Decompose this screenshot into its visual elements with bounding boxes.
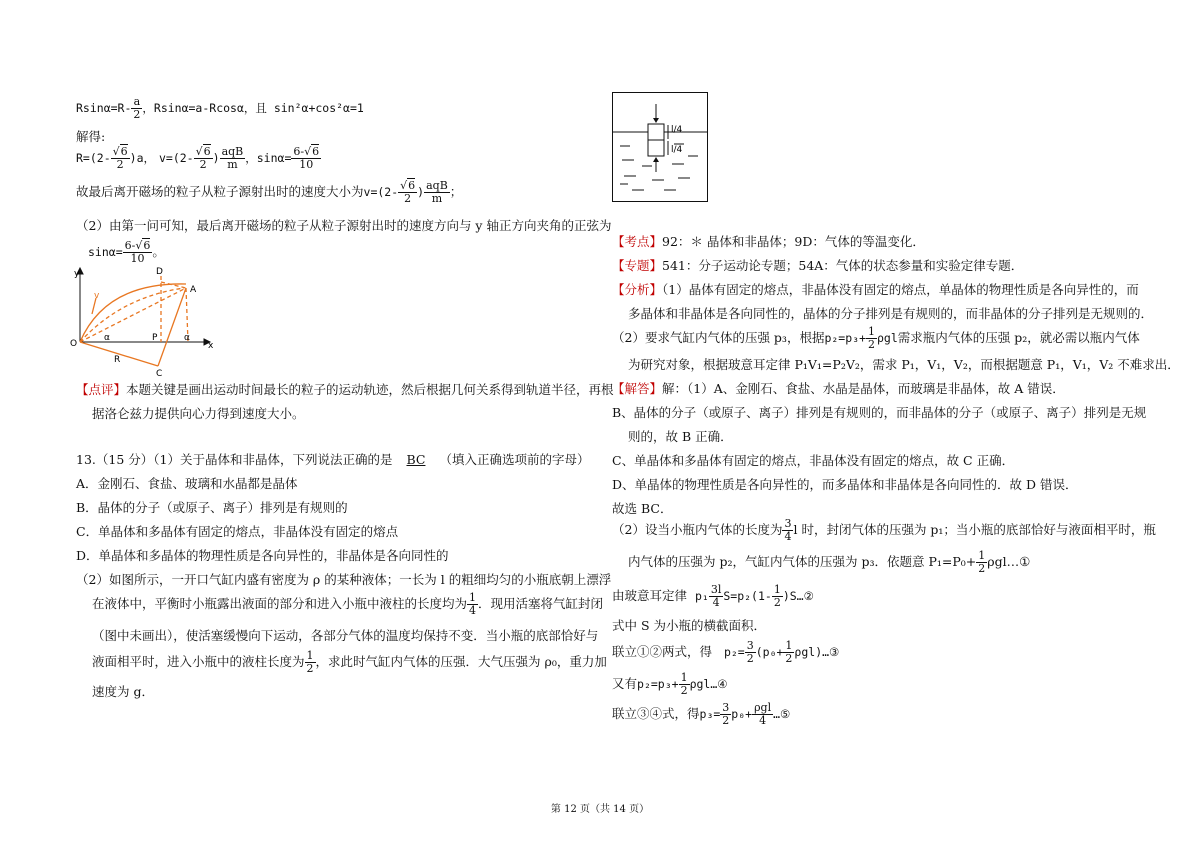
fraction: $\frac{a}{2}$	[133, 95, 141, 122]
label-a: A	[190, 285, 197, 295]
solution2-line-6: 又有p₂=p₃+ $\frac{1}{2}$ ρgl…④	[612, 671, 728, 698]
jieda-b-line-1: B、晶体的分子（或原子、离子）排列是有规则的，而非晶体的分子（或原子、离子）排列是无规	[612, 405, 1147, 420]
label-l4-top: l/4	[671, 125, 683, 135]
fenxi-line-3: （2）要求气缸内气体的压强 p₃，根据p₂=p₃+ $\frac{1}{2}$ ρgl需求瓶内气体的压强 p₂，就必需以瓶内气体	[612, 325, 1140, 352]
label-d: D	[156, 267, 163, 277]
trajectory-figure	[66, 262, 216, 378]
jieda-selection: 故选 BC．	[612, 501, 673, 516]
comment-line-2: 据洛仑兹力提供向心力得到速度大小。	[92, 406, 305, 421]
label-alpha-2: α	[184, 333, 190, 343]
jieda-c-line: C、单晶体和多晶体有固定的熔点，非晶体没有固定的熔点，故 C 正确．	[612, 453, 1015, 468]
question-13: 13.（15 分）（1）关于晶体和非晶体，下列说法正确的是 BC （填入正确选项前的字母）	[76, 452, 590, 467]
arrow-head-top	[653, 118, 659, 123]
label-p: P	[152, 333, 158, 343]
page-footer: 第 12 页（共 14 页）	[550, 804, 650, 815]
label-alpha-1: α	[104, 333, 110, 343]
final-speed-line: 故最后离开磁场的粒子从粒子源射出时的速度大小为v=(2- $\frac{√6}{2}$ ) $\frac{\text{aqB}}{m}$ ；	[76, 179, 463, 206]
option-a: A．金刚石、食盐、玻璃和水晶都是晶体	[76, 476, 298, 491]
label-y: y	[74, 269, 80, 279]
label-o: O	[70, 339, 78, 349]
kaodian-line: 【考点】92：＊ 晶体和非晶体；9D：气体的等温变化．	[612, 234, 925, 249]
jieda-d-line: D、单晶体的物理性质是各向异性的，而多晶体和非晶体是各向同性的．故 D 错误．	[612, 477, 1078, 492]
question-part2-line-5: 速度为 g．	[92, 684, 154, 699]
part2-text: （2）由第一问可知，最后离开磁场的粒子从粒子源射出时的速度方向与 y 轴正方向夹角的正弦为	[76, 218, 612, 233]
question-part2-line-2: 在液体中，平衡时小瓶露出液面的部分和进入小瓶中液柱的长度均为 $\frac{1}{4}$ ．现用活塞将气缸封闭	[92, 591, 604, 618]
question-part2-line-4: 液面相平时，进入小瓶中的液柱长度为 $\frac{1}{2}$ ，求此时气缸内气体的压强．大气压强为 ρ₀，重力加	[92, 649, 607, 676]
option-d: D．单晶体和多晶体的物理性质是各向异性的，非晶体是各向同性的	[76, 548, 449, 563]
option-c: C．单晶体和多晶体有固定的熔点，非晶体没有固定的熔点	[76, 524, 399, 539]
label-x: x	[208, 341, 214, 351]
zhuanti-line: 【专题】541：分子运动论专题；54A：气体的状态参量和实验定律专题．	[612, 258, 1024, 273]
fenxi-line-4: 为研究对象，根据玻意耳定律 P₁V₁=P₂V₂，需求 P₁，V₁，V₂，而根据题意 P₁，V₁，V₂ 不难求出．	[628, 357, 1180, 372]
solution2-line-2: 内气体的压强为 p₂，气缸内气体的压强为 p₃．依题意 P₁=P₀+ $\frac{1}{2}$ ρgl…①	[628, 549, 1031, 576]
sin-equation: sinα= $\frac{6-√6}{10}$ 。	[88, 239, 165, 266]
arrow-head-bottom	[653, 157, 659, 162]
cylinder-figure	[612, 92, 708, 202]
solution2-line-5: 联立①②两式，得 p₂= $\frac{3}{2}$ (p₀+ $\frac{1}{2}$ ρgl)…③	[612, 639, 840, 666]
label-v: v	[94, 291, 100, 301]
question-part2-line-1: （2）如图所示，一开口气缸内盛有密度为 ρ 的某种液体；一长为 l 的粗细均匀的小瓶底朝上漂浮	[76, 572, 612, 587]
jieda-b-line-2: 则的，故 B 正确．	[628, 429, 733, 444]
label-l4-bottom: l/4	[671, 145, 683, 155]
answer-blank: BC	[406, 452, 426, 467]
label-r: R	[114, 355, 121, 365]
option-b: B．晶体的分子（或原子、离子）排列是有规则的	[76, 500, 348, 515]
solution2-line-3: 由玻意耳定律 p₁ $\frac{3l}{4}$ S=p₂(1- $\frac{1}{2}$ )S…②	[612, 583, 814, 610]
fenxi-line-1: 【分析】（1）晶体有固定的熔点，非晶体没有固定的熔点，单晶体的物理性质是各向异性的，而	[612, 282, 1139, 297]
solution2-line-4: 式中 S 为小瓶的横截面积．	[612, 618, 767, 633]
solution2-line-1: （2）设当小瓶内气体的长度为 $\frac{3}{4}$ l 时，封闭气体的压强为 p₁；当小瓶的底部恰好与液面相平时，瓶	[612, 517, 1156, 544]
solve-label: 解得:	[76, 129, 106, 144]
question-part2-line-3: （图中未画出），使活塞缓慢向下运动，各部分气体的温度均保持不变．当小瓶的底部恰好与	[92, 628, 599, 643]
fenxi-line-2: 多晶体和非晶体是各向同性的，晶体的分子排列是有规则的，而非晶体的分子排列是无规则的．	[628, 306, 1154, 321]
equation-line-2: R=(2- $\frac{√6}{2}$ )a， v=(2- $\frac{√6}{2}$ ) $\frac{\text{aqB}}{m}$ ，sinα= $\frac{6-√6}{10}$	[76, 145, 320, 172]
solution2-line-7: 联立③④式，得p₃= $\frac{3}{2}$ p₀+ $\frac{\text{ρgl}}{4}$ …⑤	[612, 701, 791, 728]
jieda-line-1: 【解答】解：（1）A、金刚石、食盐、水晶是晶体，而玻璃是非晶体，故 A 错误．	[612, 381, 1065, 396]
equation-line-1: Rsinα=R- $\frac{a}{2}$ ，Rsinα=a-Rcosα，且 sin²α+cos²α=1	[76, 95, 364, 122]
label-c: C	[156, 369, 163, 378]
comment-line-1: 【点评】本题关键是画出运动时间最长的粒子的运动轨迹，然后根据几何关系得到轨道半径，再根	[76, 382, 614, 397]
